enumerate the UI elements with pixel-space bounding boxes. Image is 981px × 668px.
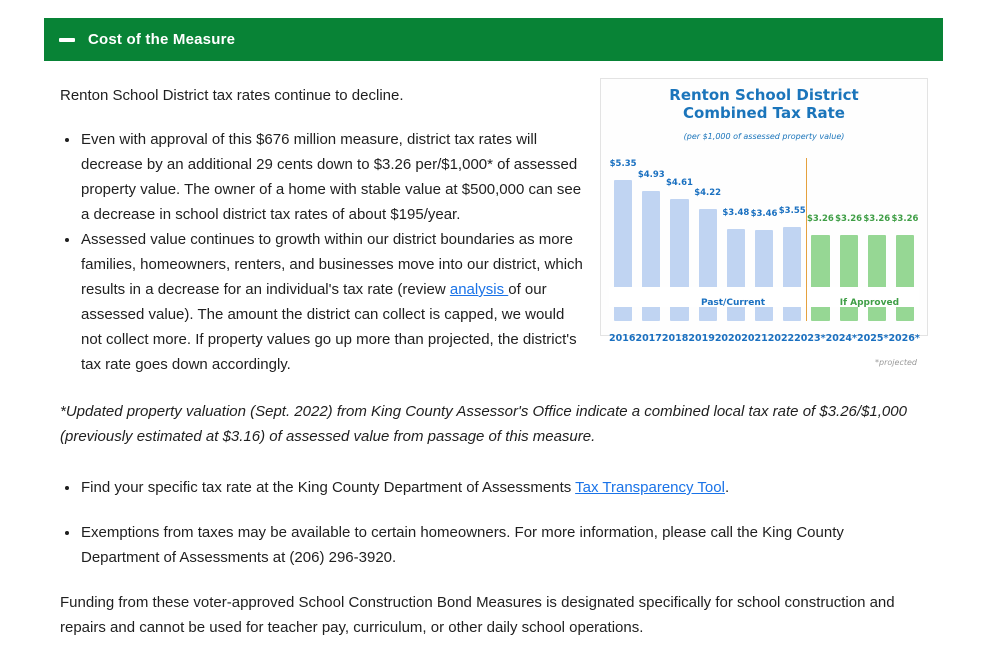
- x-axis-label: 2020: [714, 333, 742, 344]
- bar-value-label: $3.46: [750, 209, 778, 219]
- chart-subtitle: (per $1,000 of assessed property value): [683, 132, 845, 141]
- bullet-text-pre: Find your specific tax rate at the King County Department of Assessments: [81, 479, 576, 496]
- chart-title-line2: Combined Tax Rate: [683, 104, 845, 122]
- bullet-text: Even with approval of this $676 million measure, district tax rates will decrease by an additional 29 cents down to $3.26 per/$1,000* of assessed property value. The owner of a home with stable value at $500,000 can see a decrease in school district tax rates of about $195/year.: [81, 131, 582, 223]
- legend-past-current: Past/Current: [700, 298, 766, 308]
- bar-value-label: $4.22: [694, 188, 722, 198]
- bar-value-label: $5.35: [609, 159, 637, 169]
- valuation-note: *Updated property valuation (Sept. 2022) from King County Assessor's Office indicate a combined local tax rate of $3.26/$1,000 (previously estimated at $3.16) of assessed value from passage of this measure.: [60, 403, 907, 445]
- section-header-cost-of-measure[interactable]: [44, 18, 943, 61]
- intro-paragraph: Renton School District tax rates continue to decline.: [60, 87, 404, 104]
- analysis-link[interactable]: analysis: [449, 281, 509, 298]
- chart-footnote: *projected: [875, 358, 917, 367]
- bar-value-label: $3.26: [891, 214, 919, 224]
- closing-paragraph: Funding from these voter-approved School Construction Bond Measures is designated specifically for school construction and repairs and cannot be used for teacher pay, curriculum, or other daily school operations.: [60, 594, 895, 636]
- bar-value-label: $3.26: [863, 214, 891, 224]
- bar-2023: [811, 235, 829, 321]
- bullet-text: Exemptions from taxes may be available to certain homeowners. For more information, please call the King County Department of Assessments at (206) 296-3920.: [81, 524, 844, 566]
- chart-title: [609, 86, 919, 122]
- x-axis-label: 2021: [741, 333, 768, 344]
- bar-value-label: $3.55: [778, 206, 806, 216]
- x-axis-label: 2019: [688, 333, 715, 344]
- x-axis-label: 2025*: [857, 333, 889, 344]
- x-axis-label: 2023*: [794, 333, 826, 344]
- chart-x-axis-labels: [609, 326, 919, 351]
- collapse-minus-icon[interactable]: [59, 38, 75, 42]
- bullet-exemptions: [80, 520, 913, 570]
- chart-divider-line: [806, 158, 807, 321]
- x-axis-label: 2018: [661, 333, 689, 344]
- x-axis-label: 2022: [767, 333, 795, 344]
- bullet-text-post: of our assessed value). The amount the district can collect is capped, we would not collect more. If property values go up more than projected, the district's tax rate goes down accordingly.: [81, 281, 577, 373]
- bullet-tax-transparency: [80, 475, 913, 500]
- bullet-text-pre: Assessed value continues to growth within our district boundaries as more families, homeowners, renters, and businesses move into our district, which results in a decrease for an individual's tax rate (review: [81, 231, 583, 298]
- x-axis-label: 2026*: [888, 333, 920, 344]
- bottom-bullet-list: [60, 475, 913, 570]
- x-axis-label: 2017: [635, 333, 662, 344]
- section-body: [60, 83, 920, 640]
- x-axis-label: 2016: [609, 333, 636, 344]
- bar-value-label: $4.61: [666, 178, 693, 188]
- bar-value-label: $3.26: [835, 214, 863, 224]
- tax-rate-chart: [600, 78, 928, 367]
- chart-plot-area: [609, 153, 919, 321]
- bullet-text-post: .: [724, 479, 730, 496]
- chart-legend-band: [609, 287, 919, 307]
- bar-value-label: $4.93: [637, 170, 665, 180]
- bar-value-label: $3.48: [722, 208, 750, 218]
- chart-title-line1: Renton School District: [669, 86, 859, 104]
- legend-if-approved: If Approved: [839, 298, 900, 308]
- x-axis-label: 2024*: [825, 333, 858, 344]
- tax-transparency-tool-link[interactable]: Tax Transparency Tool: [575, 479, 725, 496]
- bar-value-label: $3.26: [806, 214, 834, 224]
- section-title: Cost of the Measure: [88, 31, 236, 48]
